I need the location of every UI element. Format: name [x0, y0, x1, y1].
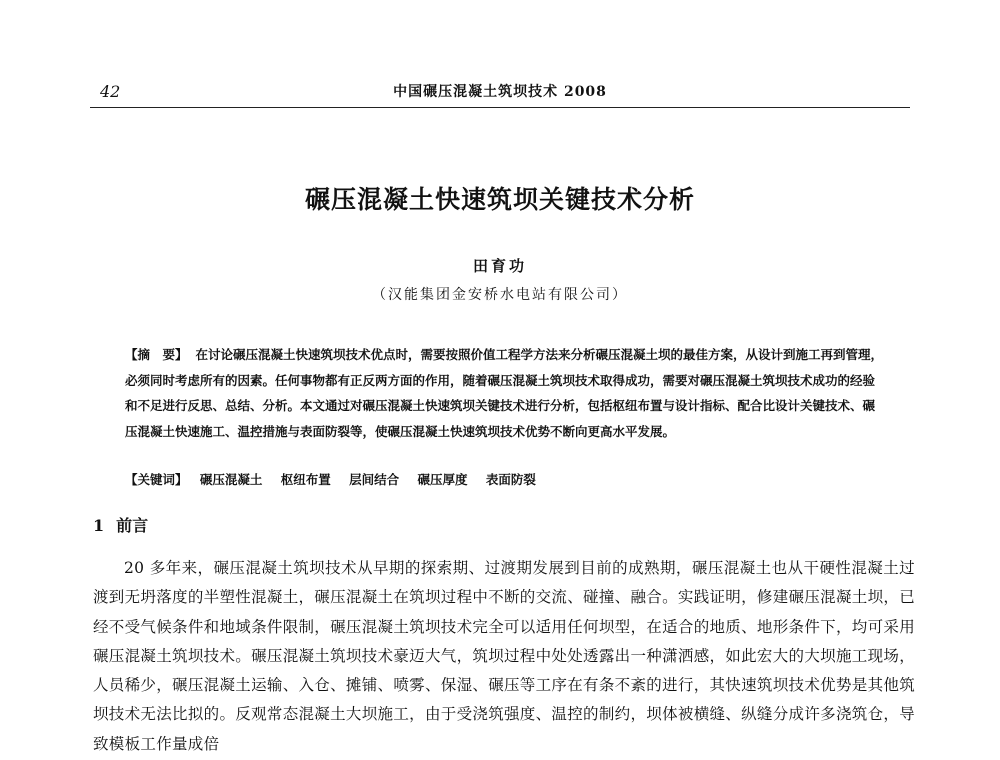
keyword: 碾压厚度	[417, 472, 468, 487]
keywords-label: 【关键词】	[125, 472, 188, 487]
author-name: 田育功	[472, 257, 527, 275]
keywords	[125, 470, 885, 488]
abstract	[125, 342, 885, 444]
section-number: 1	[93, 516, 105, 535]
header-rule	[90, 107, 910, 108]
running-header	[90, 78, 910, 106]
section-title: 前言	[116, 516, 149, 535]
abstract-label: 【摘 要】	[125, 347, 188, 362]
keyword: 枢纽布置	[280, 472, 331, 487]
abstract-text: 在讨论碾压混凝土快速筑坝技术优点时，需要按照价值工程学方法来分析碾压混凝土坝的最佳方案，从设计到施工再到管理，必须同时考虑所有的因素。任何事物都有正反两方面的作用，随着碾压混凝土筑坝技术取得成功，需要对碾压混凝土筑坝技术成功的经验和不足进行反思、总结、分析。本文通过对碾压混凝土快速筑坝关键技术进行分析，包括枢纽布置与设计指标、配合比设计关键技术、碾压混凝土快速施工、温控措施与表面防裂等，使碾压混凝土快速筑坝技术优势不断向更高水平发展。	[125, 347, 884, 439]
author-affiliation: （汉能集团金安桥水电站有限公司）	[372, 287, 628, 303]
body-paragraph: 20 多年来，碾压混凝土筑坝技术从早期的探索期、过渡期发展到目前的成熟期，碾压混凝土也从干硬性混凝土过渡到无坍落度的半塑性混凝土，碾压混凝土在筑坝过程中不断的交流、碰撞、融合。实践证明，修建碾压混凝土坝，已经不受气候条件和地域条件限制，碾压混凝土筑坝技术完全可以适用任何坝型，在适合的地质、地形条件下，均可采用碾压混凝土筑坝技术。碾压混凝土筑坝技术豪迈大气，筑坝过程中处处透露出一种潇洒感，如此宏大的大坝施工现场，人员稀少，碾压混凝土运输、入仓、摊铺、喷雾、保湿、碾压等工序在有条不紊的进行，其快速筑坝技术优势是其他筑坝技术无法比拟的。反观常态混凝土大坝施工，由于受浇筑强度、温控的制约，坝体被横缝、纵缝分成许多浇筑仓，导致模板工作量成倍	[93, 559, 915, 753]
keyword: 碾压混凝土	[199, 472, 263, 487]
page-number: 42	[100, 82, 121, 101]
section-heading	[93, 513, 148, 536]
keyword: 层间结合	[349, 472, 400, 487]
article-title: 碾压混凝土快速筑坝关键技术分析	[304, 185, 695, 214]
keyword: 表面防裂	[485, 472, 536, 487]
journal-title: 中国碾压混凝土筑坝技术 2008	[393, 84, 607, 100]
